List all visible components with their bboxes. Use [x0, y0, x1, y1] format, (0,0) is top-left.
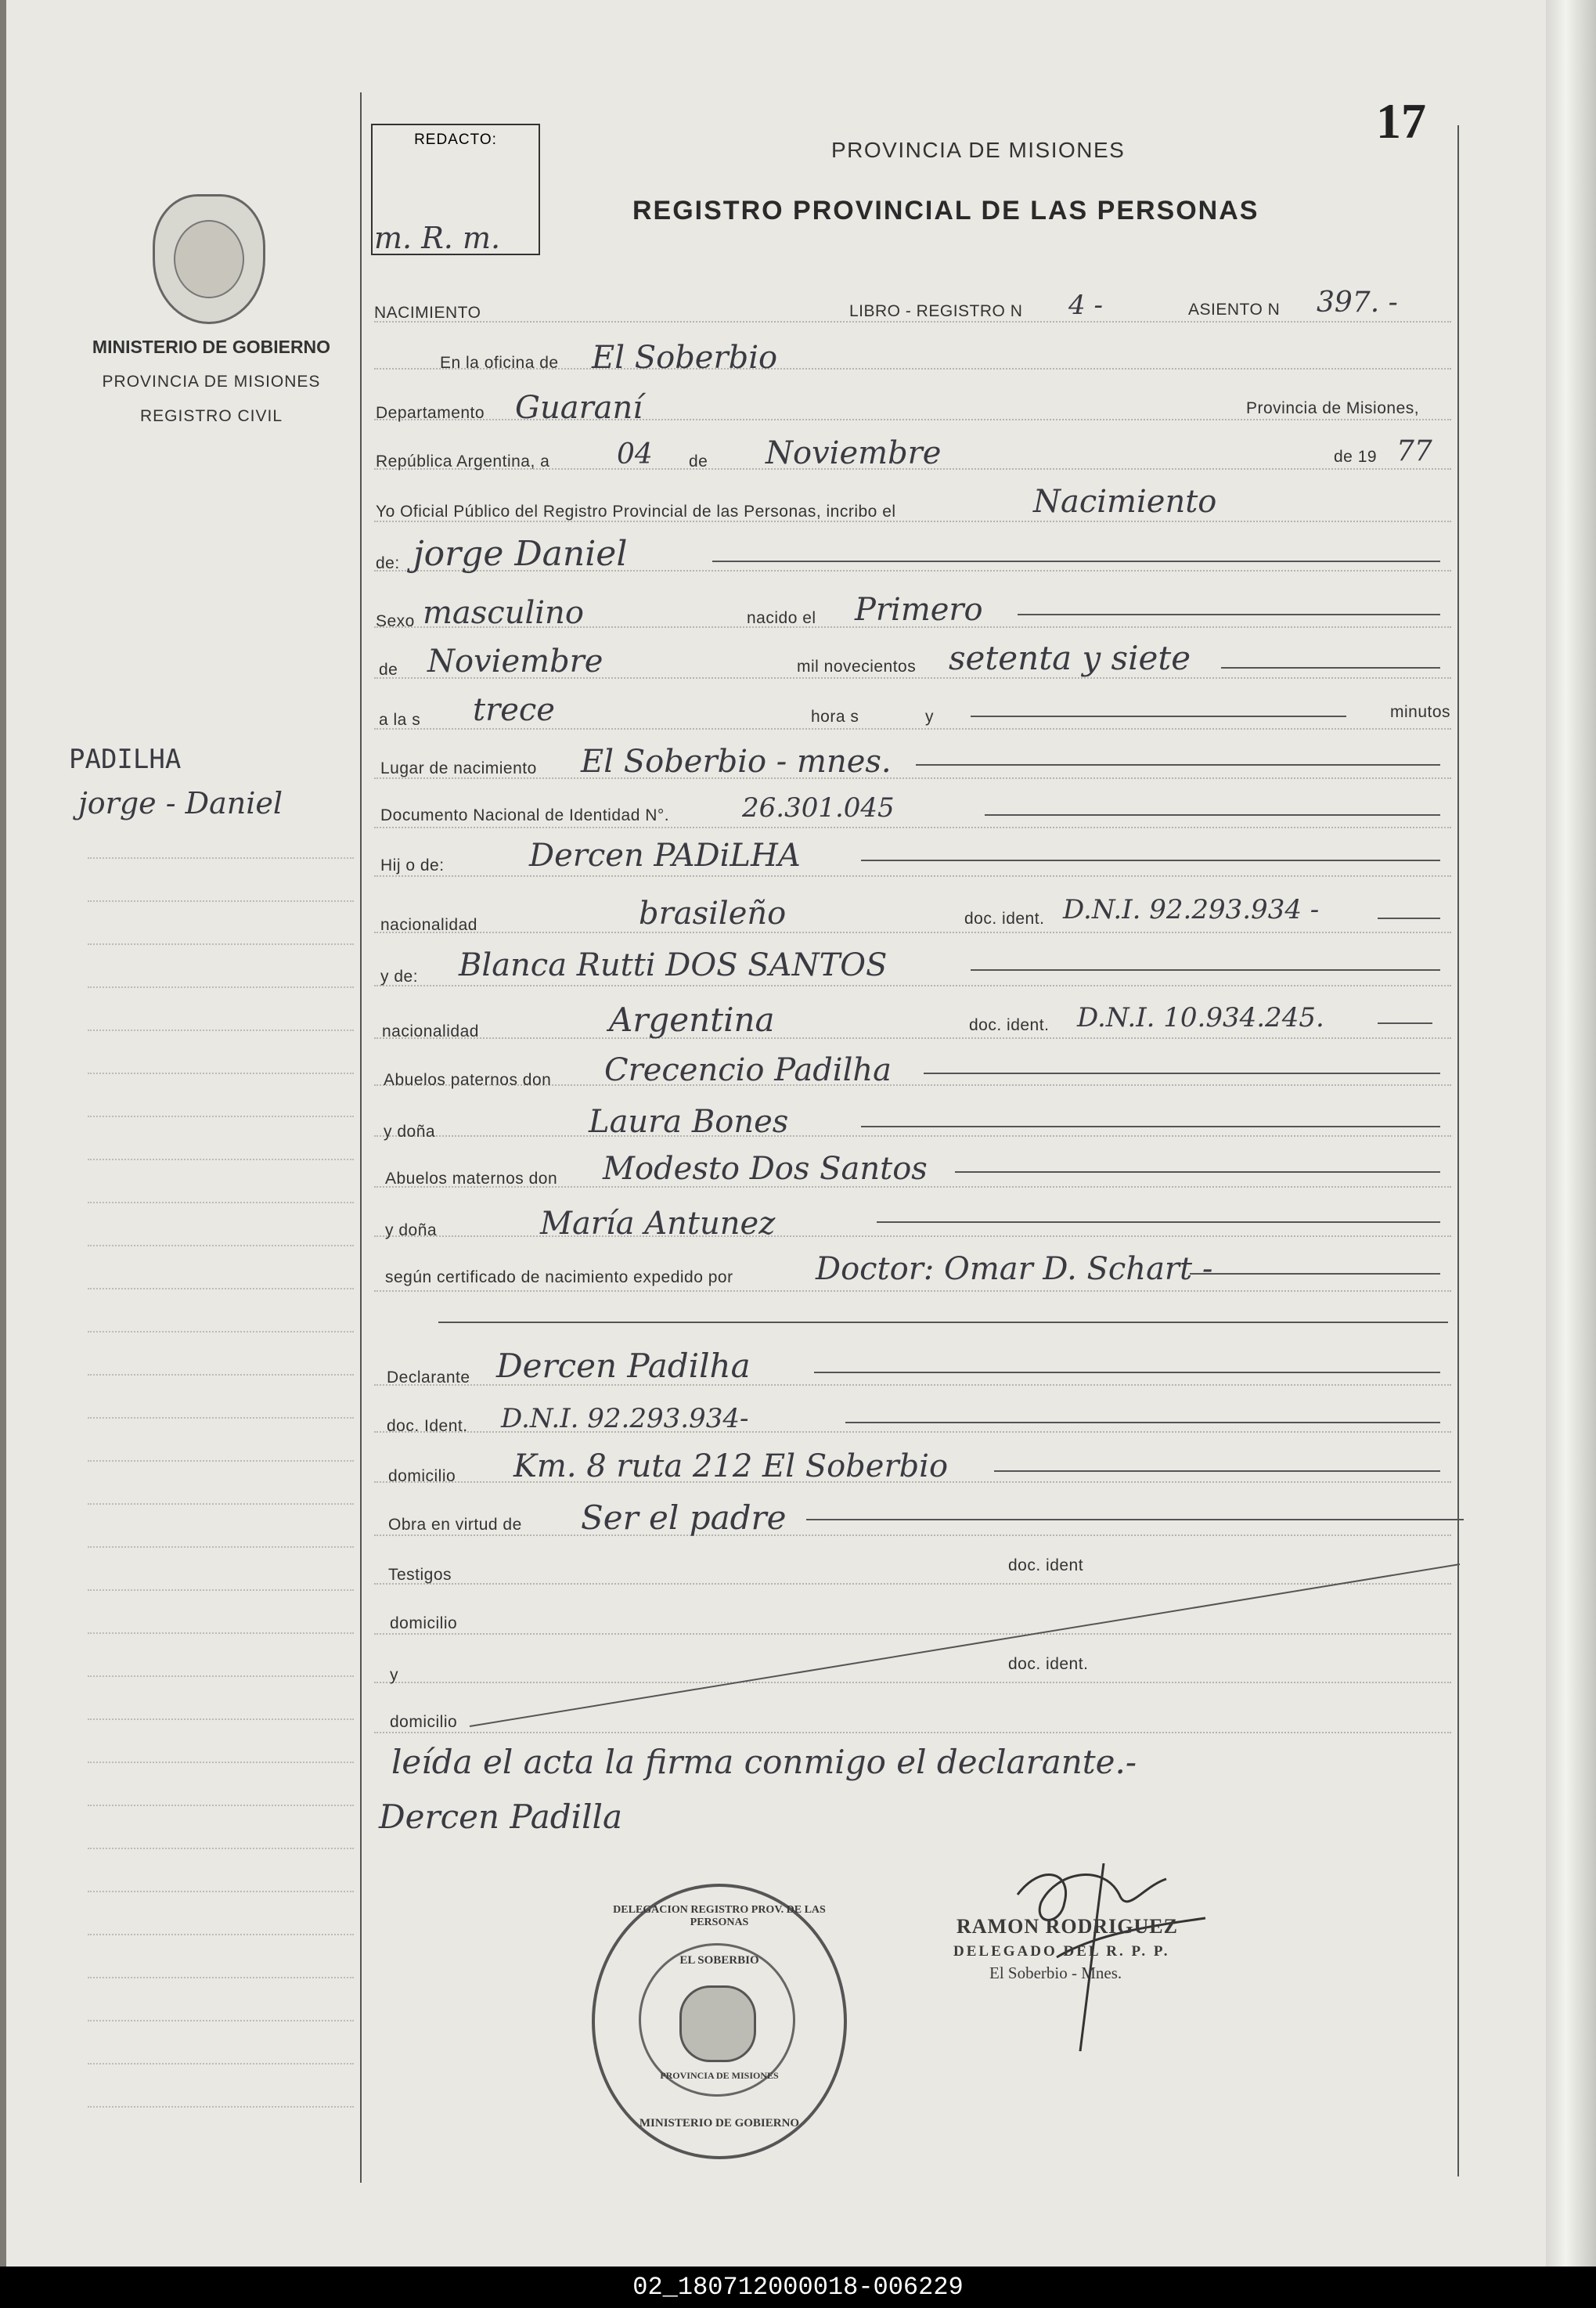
label-nacionalidad-padre: nacionalidad [380, 916, 477, 934]
redacto-label: REDACTO: [414, 132, 497, 148]
official-place: El Soberbio - Mnes. [989, 1964, 1122, 1982]
official-title: DELEGADO DEL R. P. P. [953, 1943, 1170, 1960]
seal-inner-bottom: PROVINCIA DE MISIONES [660, 2070, 779, 2081]
label-sexo: Sexo [376, 612, 415, 630]
label-republica: República Argentina, a [376, 453, 550, 471]
label-declarante: Declarante [387, 1369, 470, 1387]
province-header: PROVINCIA DE MISIONES [831, 138, 1126, 162]
ministry-civil-registry: REGISTRO CIVIL [139, 407, 283, 425]
seal-outer-text: DELEGACION REGISTRO PROV. DE LAS PERSONAS [613, 1904, 826, 1928]
value-abuelo-paterno: Crecencio Padilha [604, 1052, 892, 1088]
value-anio: 77 [1396, 435, 1432, 467]
ministry-province: PROVINCIA DE MISIONES [102, 373, 321, 391]
image-id-bar [0, 2267, 1596, 2308]
label-testigos: Testigos [388, 1566, 452, 1584]
value-nacido-anio: setenta y siete [949, 639, 1191, 677]
value-sexo: masculino [423, 595, 584, 631]
label-oficina: En la oficina de [440, 354, 559, 372]
label-doc-padre: doc. ident. [964, 910, 1045, 928]
label-y-testigo2: y [390, 1666, 398, 1684]
closing-statement: leída el acta la firma conmigo el declarante.- [391, 1743, 1137, 1781]
label-mil: mil novecientos [797, 658, 917, 676]
seal-emblem-icon [679, 1985, 756, 2062]
label-departamento: Departamento [376, 404, 485, 422]
value-nac-madre: Argentina [609, 1001, 775, 1039]
value-domicilio: Km. 8 ruta 212 El Soberbio [513, 1448, 949, 1484]
value-abuela-paterna: Laura Bones [589, 1104, 789, 1140]
label-domicilio-testigo2: domicilio [390, 1713, 458, 1731]
value-abuela-materna: María Antunez [540, 1206, 776, 1242]
label-y-minutes: y [925, 708, 934, 726]
value-abuelo-materno: Modesto Dos Santos [603, 1151, 928, 1187]
register-title: REGISTRO PROVINCIAL DE LAS PERSONAS [632, 196, 1259, 225]
value-doc-declarante: D.N.I. 92.293.934- [501, 1403, 749, 1434]
declarant-signature: Dercen Padilla [379, 1798, 623, 1836]
value-oficina: El Soberbio [592, 340, 778, 376]
margin-given-names: jorge - Daniel [78, 786, 283, 820]
label-segun: según certificado de nacimiento expedido por [385, 1268, 733, 1286]
label-horas: hora s [811, 708, 859, 726]
label-abuelos-maternos: Abuelos maternos don [385, 1170, 558, 1188]
label-domicilio: domicilio [388, 1467, 456, 1485]
label-doc-testigo2: doc. ident. [1008, 1655, 1089, 1673]
label-obra: Obra en virtud de [388, 1516, 522, 1534]
label-hijo: Hij o de: [380, 856, 445, 875]
value-doc-madre: D.N.I. 10.934.245. [1077, 1002, 1324, 1033]
seal-inner-top: EL SOBERBIO [679, 1954, 759, 1967]
ministry-title: MINISTERIO DE GOBIERNO [92, 337, 331, 357]
seal-bottom-text: MINISTERIO DE GOBIERNO [639, 2117, 800, 2129]
value-departamento: Guaraní [515, 390, 643, 426]
value-dia: 04 [617, 438, 653, 471]
official-name: RAMON RODRIGUEZ [957, 1915, 1178, 1938]
label-y-dona-paterna: y doña [384, 1123, 436, 1141]
value-padre: Dercen PADiLHA [529, 838, 801, 874]
value-doc-padre: D.N.I. 92.293.934 - [1063, 894, 1320, 925]
value-acto: Nacimiento [1033, 484, 1217, 520]
label-y-de: y de: [380, 968, 419, 986]
label-doc-testigo1: doc. ident [1008, 1556, 1084, 1574]
label-de-birthmonth: de [379, 661, 398, 679]
label-de-name: de: [376, 554, 400, 572]
delegation-seal [592, 1884, 847, 2159]
label-domicilio-testigo1: domicilio [390, 1614, 458, 1632]
margin-surname: PADILHA [69, 744, 182, 775]
label-de-year: de 19 [1334, 448, 1378, 466]
value-dni: 26.301.045 [742, 792, 895, 824]
label-minutos: minutos [1390, 703, 1451, 721]
redacto-value: m. R. m. [374, 221, 501, 255]
value-nacido-mes: Noviembre [427, 644, 603, 680]
value-lugar: El Soberbio - mnes. [581, 744, 892, 780]
label-documento: Documento Nacional de Identidad N°. [380, 806, 670, 824]
label-doc-declarante: doc. Ident. [387, 1417, 468, 1435]
label-nacimiento: NACIMIENTO [374, 304, 481, 322]
value-libro: 4 - [1068, 290, 1103, 321]
label-asiento: ASIENTO N [1188, 301, 1281, 319]
value-madre: Blanca Rutti DOS SANTOS [459, 947, 888, 983]
label-libro: LIBRO - REGISTRO N [849, 302, 1023, 320]
label-nacido: nacido el [747, 609, 816, 627]
label-abuelos-paternos: Abuelos paternos don [384, 1071, 552, 1089]
label-a-las: a la s [379, 711, 421, 729]
label-yo-oficial: Yo Oficial Público del Registro Provincial de las Personas, incribo el [376, 503, 896, 521]
value-hora: trece [473, 692, 555, 728]
label-doc-madre: doc. ident. [969, 1016, 1050, 1034]
value-declarante: Dercen Padilha [496, 1347, 751, 1385]
image-id: 02_180712000018-006229 [632, 2273, 964, 2302]
label-provincia: Provincia de Misiones, [1246, 399, 1420, 417]
label-nacionalidad-madre: nacionalidad [382, 1022, 479, 1040]
value-nac-padre: brasileño [639, 896, 787, 932]
value-mes: Noviembre [766, 435, 942, 471]
label-de-month: de [689, 453, 708, 471]
value-nacido-dia: Primero [855, 592, 983, 628]
value-nombre: jorge Daniel [413, 534, 628, 574]
value-asiento: 397. - [1317, 287, 1398, 319]
value-obra: Ser el padre [581, 1498, 787, 1537]
page-number: 17 [1376, 93, 1426, 149]
label-y-dona-materna: y doña [385, 1221, 438, 1239]
value-certificado: Doctor: Omar D. Schart - [816, 1251, 1213, 1287]
label-lugar: Lugar de nacimiento [380, 759, 537, 777]
